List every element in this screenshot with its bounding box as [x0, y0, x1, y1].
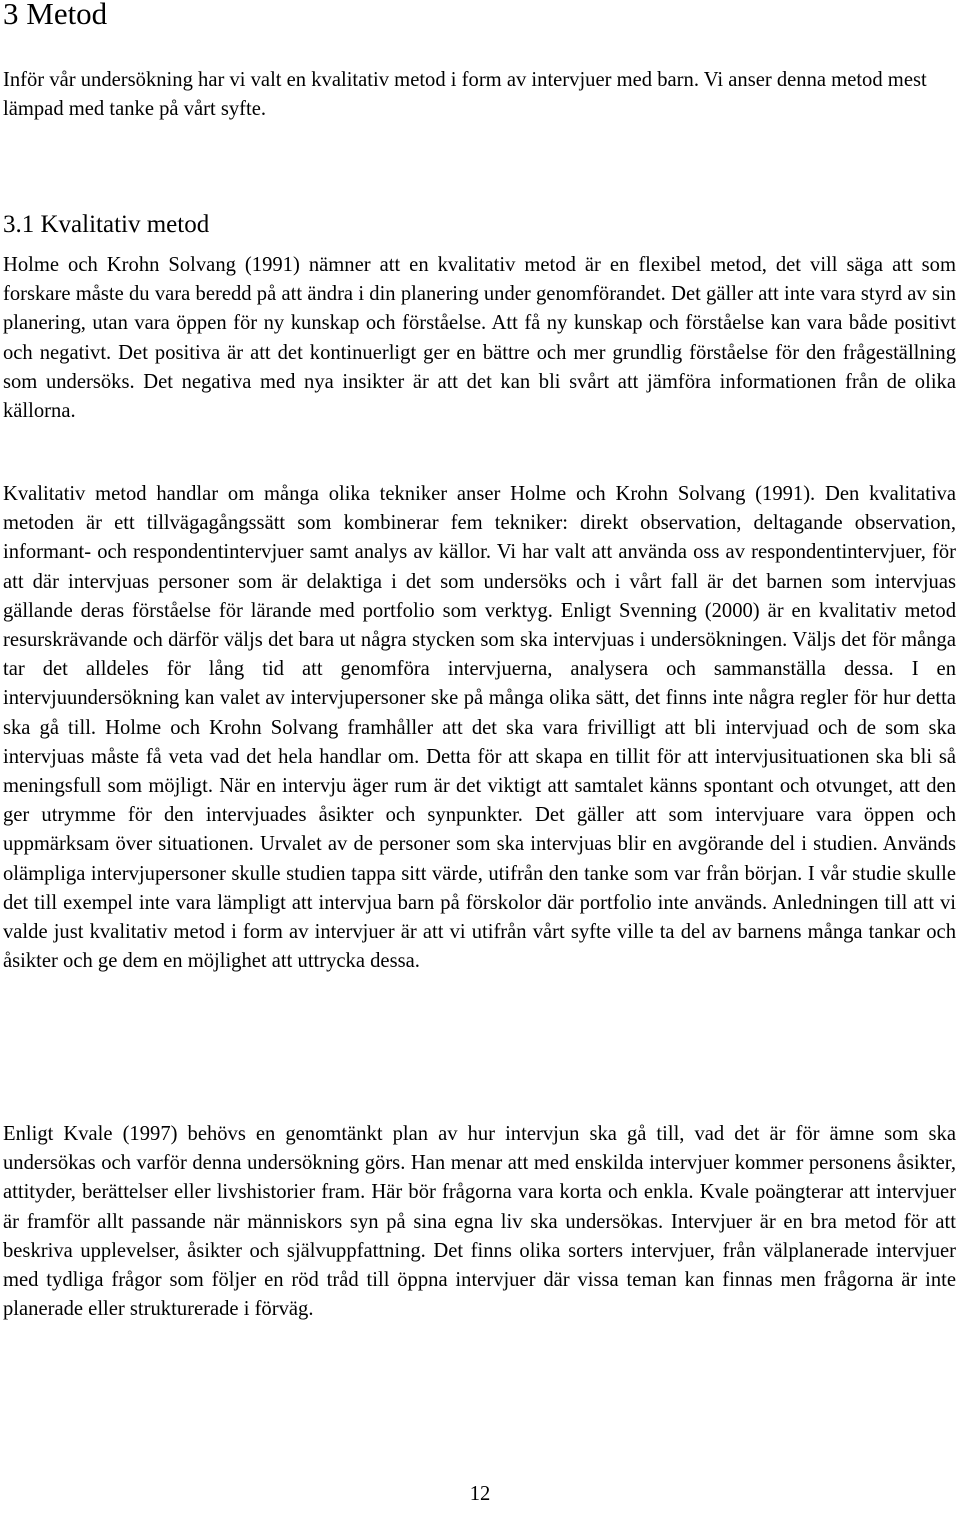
body-paragraph-3: Enligt Kvale (1997) behövs en genomtänkt plan av hur intervjun ska gå till, vad det är för ämne som ska undersökas och varför denna undersökning görs. Han menar att med enskilda intervjuer kommer personens åsikter, attityder, berättelser eller livshistorier fram. Här bör frågorna vara korta och enkla. Kvale poängterar att intervjuer är framför allt passande när människors syn på sina egna liv ska undersökas. Intervjuer är en bra metod för att beskriva upplevelser, åsikter och självuppfattning. Det finns olika sorters intervjuer, från välplanerade intervjuer med tydliga frågor som följer en röd tråd till öppna intervjuer där vissa teman kan finnas men frågorna är inte planerade eller strukturerade i förväg.: [3, 1123, 956, 1321]
body-paragraph-1: Holme och Krohn Solvang (1991) nämner att en kvalitativ metod är en flexibel metod, det vill säga att som forskare måste du vara beredd på att ändra i din planering under genomförandet. Det gäller att inte vara styrd av sin planering, utan vara öppen för ny kunskap och förståelse. Att få ny kunskap och förståelse kan vara både positivt och negativt. Det positiva är att det kontinuerligt ger en bättre och mer grundlig förståelse för den frågeställning som undersöks. Det negativa med nya insikter är att det kan bli svårt att jämföra informationen från de olika källorna.: [3, 254, 956, 423]
page-number: 12: [469, 1483, 491, 1505]
section-heading: 3 Metod: [3, 0, 108, 31]
intro-paragraph: Inför vår undersökning har vi valt en kvalitativ metod i form av intervjuer med barn. Vi anser denna metod mest lämpad med tanke på vårt syfte.: [3, 69, 927, 121]
subsection-heading: 3.1 Kvalitativ metod: [3, 211, 210, 238]
body-paragraph-2: Kvalitativ metod handlar om många olika tekniker anser Holme och Krohn Solvang (1991). Den kvalitativa metoden är ett tillvägagångssätt som kombinerar fem tekniker: direkt observation, deltagande observation, informant- och respondentintervjuer samt analys av källor. Vi har valt att använda oss av respondentintervjuer, för att där intervjuas personer som är delaktiga i det som undersöks och i vårt fall är det barnen som intervjuas gällande deras förståelse för lärande med portfolio som verktyg. Enligt Svenning (2000) är en kvalitativ metod resurskrävande och därför väljs det bara ut några stycken som ska intervjuas i undersökningen. Väljs det för många tar det alldeles för lång tid att genomföra intervjuerna, analysera och sammanställa dessa. I en intervjuundersökning kan valet av intervjupersoner ske på många olika sätt, det finns inte några regler för hur detta ska gå till. Holme och Krohn Solvang framhåller att det ska vara frivilligt att bli intervjuad och de som ska intervjuas måste få veta vad det hela handlar om. Detta för att skapa en tillit för att intervjusituationen ska bli så meningsfull som möjligt. När en intervju äger rum är det viktigt att samtalet känns spontant och otvunget, att den ger utrymme för den intervjuades åsikter och synpunkter. Det gäller att som intervjuare vara öppen och uppmärksam över situationen. Urvalet av de personer som ska intervjuas blir en avgörande del i studien. Används olämpliga intervjupersoner skulle studien tappa sitt värde, utifrån den tanke som var från början. I vår studie skulle det till exempel inte vara lämpligt att intervjua barn på förskolor där portfolio inte används. Anledningen till att vi valde just kvalitativ metod i form av intervjuer är att vi utifrån vårt syfte ville ta del av barnens många tankar och åsikter och ge dem en möjlighet att uttrycka dessa.: [3, 483, 956, 973]
